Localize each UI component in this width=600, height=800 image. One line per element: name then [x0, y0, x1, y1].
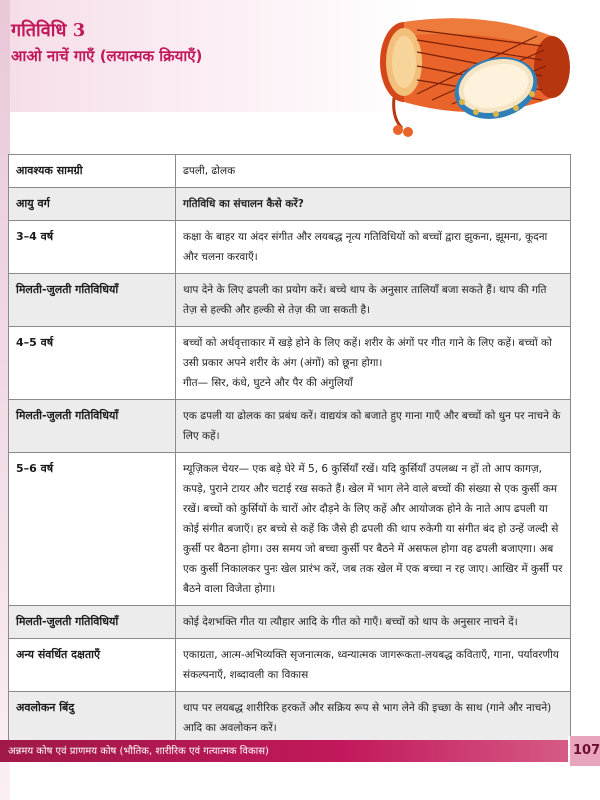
row-label-similar-activities: मिलती-जुलती गतिविधियाँ: [9, 606, 176, 639]
footer-band: [0, 740, 568, 762]
table-row: [9, 692, 571, 745]
age-4-5-instructions: बच्चों को अर्धवृत्ताकार में खड़े होने के लिए कहें। शरीर के अंगों पर गीत गाने के लिए कहें। बच्चों को उसी प्रकार अपने शरीर के अंग (अंगों) को छूना होगा।: [183, 337, 552, 369]
table-row: [9, 400, 571, 453]
table-row: [9, 606, 571, 639]
table-row: [9, 327, 571, 400]
how-to-conduct-heading: गतिविधि का संचालन कैसे करें?: [183, 198, 304, 210]
table-row: [9, 453, 571, 606]
row-value-other-skills: एकाग्रता, आत्म-अभिव्यक्ति सृजनात्मक, ध्वन्यात्मक जागरूकता-लयबद्ध कविताएँ, गाना, पर्यावरणीय संकल्पनाएँ, शब्दावली का विकास: [176, 639, 571, 692]
row-value-age-4-5: [176, 327, 571, 400]
row-value-similar-activities: एक ढपली या ढोलक का प्रबंध करें। वाद्ययंत्र को बजाते हुए गाना गाएँ और बच्चों को धुन पर नाचने के लिए कहें।: [176, 400, 571, 453]
row-value-age-3-4: कक्षा के बाहर या अंदर संगीत और लयबद्ध नृत्य गतिविधियों को बच्चों द्वारा झुकना, झूमना, कूदना और चलना करवाएँ।: [176, 221, 571, 274]
footer-text: अन्नमय कोष एवं प्राणमय कोष (भौतिक, शारीरिक एवं गत्यात्मक विकास): [8, 746, 269, 757]
row-label-similar-activities: मिलती-जुलती गतिविधियाँ: [9, 274, 176, 327]
table-row: [9, 221, 571, 274]
row-label-similar-activities: मिलती-जुलती गतिविधियाँ: [9, 400, 176, 453]
row-value-how-to-conduct: [176, 188, 571, 221]
table-row: [9, 639, 571, 692]
row-label-age-4-5: 4–5 वर्ष: [9, 327, 176, 400]
activity-title: आओ नाचें गाएँ (लयात्मक क्रियाएँ): [11, 47, 203, 65]
activity-table: [8, 154, 571, 745]
table-row: [9, 188, 571, 221]
activity-number: गतिविधि 3: [11, 20, 86, 41]
row-label-age-group: आयु वर्ग: [9, 188, 176, 221]
row-value-materials: ढपली, ढोलक: [176, 155, 571, 188]
row-label-age-5-6: 5–6 वर्ष: [9, 453, 176, 606]
table-row: [9, 274, 571, 327]
row-label-materials: आवश्यक सामग्री: [9, 155, 176, 188]
table-row: [9, 155, 571, 188]
row-label-observation-points: अवलोकन बिंदु: [9, 692, 176, 745]
age-4-5-song: गीत— सिर, कंधे, घुटने और पैर की अंगुलियाँ: [183, 377, 353, 389]
row-value-similar-activities: कोई देशभक्ति गीत या त्यौहार आदि के गीत को गाएँ। बच्चों को थाप के अनुसार नाचने दें।: [176, 606, 571, 639]
row-label-age-3-4: 3–4 वर्ष: [9, 221, 176, 274]
row-value-observation-points: थाप पर लयबद्ध शारीरिक हरकतें और सक्रिय रूप से भाग लेने की इच्छा के साथ (गाने और नाचने) आदि का अवलोकन करें।: [176, 692, 571, 745]
row-value-similar-activities: थाप देने के लिए ढपली का प्रयोग करें। बच्चे थाप के अनुसार तालियाँ बजा सकते हैं। थाप की गति तेज़ से हल्की और हल्की से तेज़ की जा सकती है।: [176, 274, 571, 327]
dholak-drum-illustration: [372, 6, 590, 138]
row-value-age-5-6: म्यूज़िकल चेयर— एक बड़े घेरे में 5, 6 कुर्सियाँ रखें। यदि कुर्सियाँ उपलब्ध न हों तो आप कागज़, कपड़े, पुराने टायर और चटाई रख सकते हैं। खेल में भाग लेने वाले बच्चों की संख्या से एक कुर्सी कम रखें। बच्चों को कुर्सियों के चारों ओर दौड़ने के लिए कहें और आयोजक होने के नाते आप ढपली या कोई संगीत बजाएँ। हर बच्चे से कहें कि जैसे ही ढपली की थाप रुकेगी या संगीत बंद हो उन्हें जल्दी से कुर्सी पर बैठना होगा। उस समय जो बच्चा कुर्सी पर बैठने में असफल होगा वह ढपली बजाएगा। अब एक कुर्सी निकालकर पुनः खेल प्रारंभ करें, जब तक खेल में एक बच्चा न रह जाए। आखिर में कुर्सी पर बैठने वाला विजेता होगा।: [176, 453, 571, 606]
page-number: 107: [573, 743, 600, 758]
row-label-other-skills: अन्य संवर्धित दक्षताएँ: [9, 639, 176, 692]
page-number-box: [568, 736, 600, 766]
